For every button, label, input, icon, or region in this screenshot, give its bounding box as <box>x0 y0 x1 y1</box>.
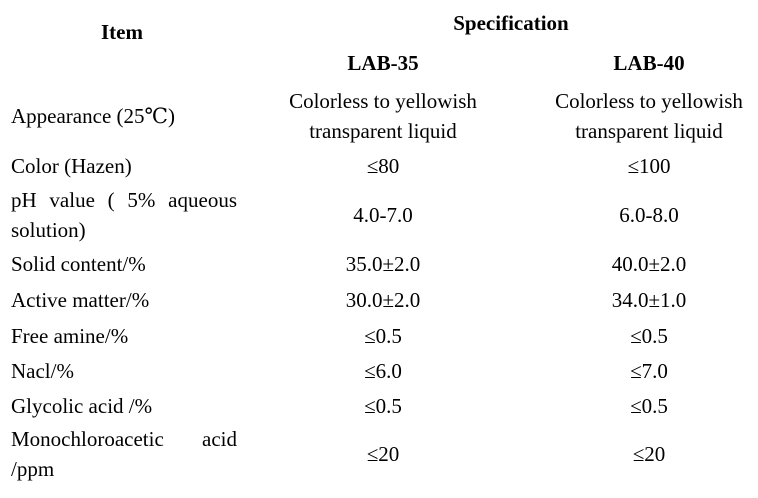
value-lab35-glycolic-acid: ≤0.5 <box>364 393 402 418</box>
column-header-lab40: LAB-40 <box>613 51 685 75</box>
value-lab35-appearance <box>244 84 522 148</box>
item-label-solid-content: Solid content/% <box>11 252 146 276</box>
item-label-monochloroacetic-acid <box>0 422 244 486</box>
table-row-ph <box>0 184 758 246</box>
value-line: Colorless to yellowish <box>555 89 743 113</box>
table-row-glycolic-acid <box>0 389 758 422</box>
value-lab40-active-matter: 34.0±1.0 <box>611 288 687 312</box>
value-lab40-color: ≤100 <box>627 154 671 178</box>
value-lab35-nacl: ≤6.0 <box>364 359 402 383</box>
item-label-nacl: Nacl/% <box>11 359 74 383</box>
table-row-active-matter <box>0 282 758 318</box>
item-label-color: Color (Hazen) <box>11 154 132 178</box>
item-line: solution) <box>11 218 86 242</box>
table-row-solid-content <box>0 246 758 282</box>
item-line: pH value ( 5% aqueous <box>11 188 237 212</box>
column-header-item: Item <box>101 20 143 44</box>
column-header-specification: Specification <box>453 11 569 35</box>
value-lab40-solid-content: 40.0±2.0 <box>611 252 687 276</box>
value-lab35-active-matter: 30.0±2.0 <box>345 288 421 312</box>
value-lab35-solid-content: 35.0±2.0 <box>345 252 421 276</box>
value-lab35-free-amine: ≤0.5 <box>364 323 402 348</box>
item-line: Monochloroacetic acid <box>11 427 237 451</box>
table-row-color <box>0 148 758 184</box>
value-lab35-monochloroacetic-acid: ≤20 <box>366 442 400 466</box>
value-line: Colorless to yellowish <box>289 89 477 113</box>
table-row-monochloroacetic-acid <box>0 422 758 486</box>
table-row-free-amine <box>0 318 758 353</box>
item-line: /ppm <box>11 457 55 481</box>
item-label-ph <box>0 184 244 246</box>
value-lab35-ph: 4.0-7.0 <box>353 203 413 227</box>
item-label-appearance: Appearance (25℃) <box>11 104 175 128</box>
item-label-active-matter: Active matter/% <box>11 288 150 312</box>
table-row-nacl <box>0 353 758 389</box>
value-lab35-color: ≤80 <box>366 154 400 178</box>
value-lab40-nacl: ≤7.0 <box>630 359 668 383</box>
item-label-free-amine: Free amine/% <box>11 323 129 348</box>
value-lab40-monochloroacetic-acid: ≤20 <box>632 442 666 466</box>
value-line: transparent liquid <box>309 119 457 143</box>
value-lab40-appearance <box>522 84 758 148</box>
value-line: transparent liquid <box>575 119 723 143</box>
table-row-appearance <box>0 84 758 148</box>
header-row-top <box>0 0 758 42</box>
value-lab40-ph: 6.0-8.0 <box>619 203 679 227</box>
item-label-glycolic-acid: Glycolic acid /% <box>11 393 153 418</box>
value-lab40-glycolic-acid: ≤0.5 <box>630 393 668 418</box>
column-header-lab35: LAB-35 <box>347 51 419 75</box>
value-lab40-free-amine: ≤0.5 <box>630 323 668 348</box>
